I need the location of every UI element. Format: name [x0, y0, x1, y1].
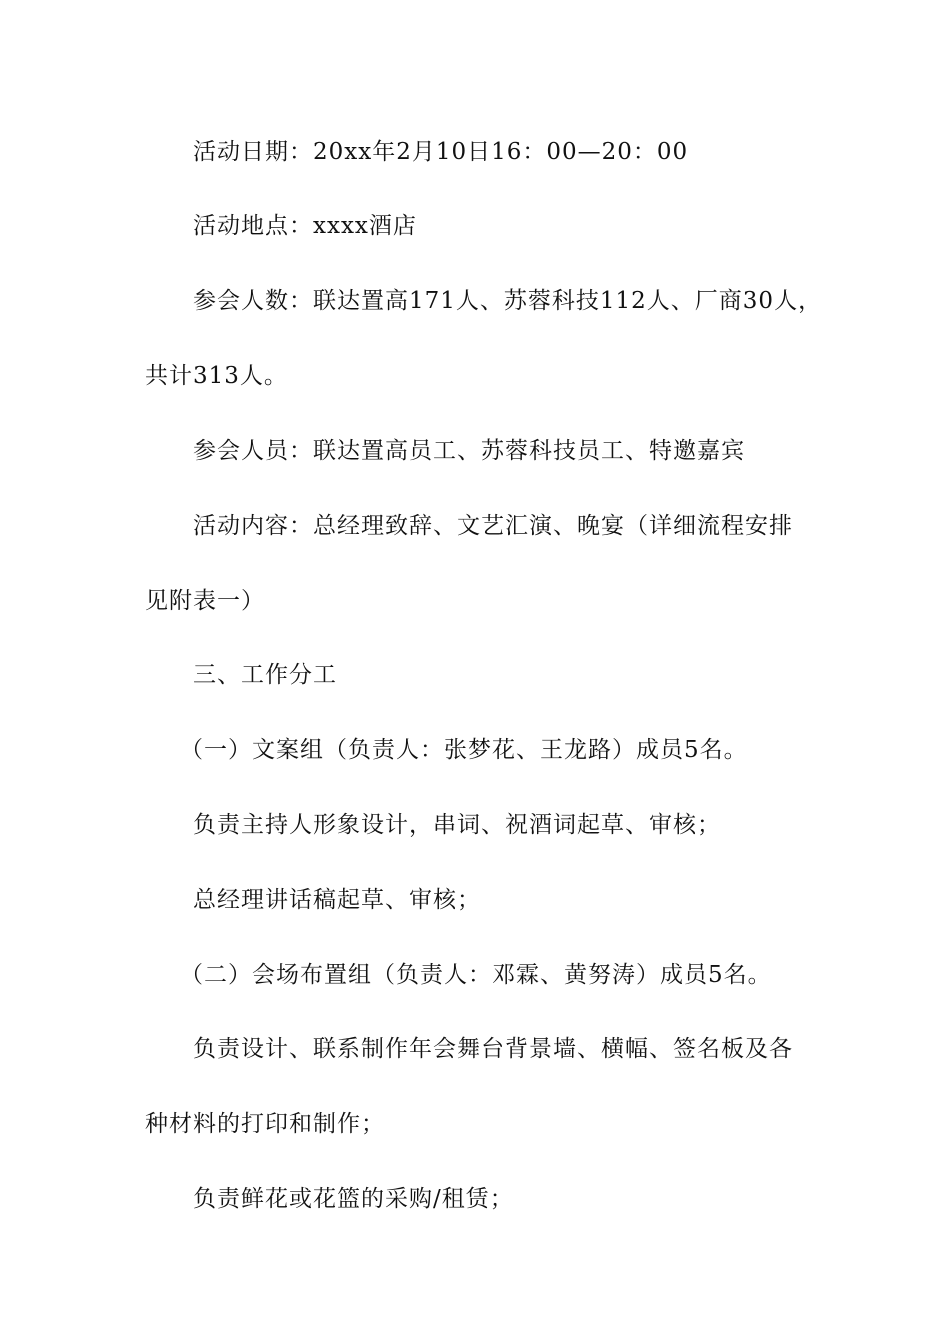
copywriting-duty-line-1: 负责主持人形象设计，串词、祝酒词起草、审核；	[193, 812, 721, 838]
section-heading: 三、工作分工	[193, 662, 337, 688]
venue-setup-duty-line-2: 负责鲜花或花篮的采购/租赁；	[193, 1186, 514, 1212]
event-date-line: 活动日期：20xx年2月10日16：00—20：00	[193, 139, 689, 165]
group-copywriting-heading: （一）文案组（负责人：张梦花、王龙路）成员5名。	[180, 737, 748, 763]
copywriting-duty-line-2: 总经理讲话稿起草、审核；	[193, 887, 481, 913]
venue-setup-duty-line-1: 负责设计、联系制作年会舞台背景墙、横幅、签名板及各	[193, 1036, 793, 1062]
attendee-list-line: 参会人员：联达置高员工、苏蓉科技员工、特邀嘉宾	[193, 438, 745, 464]
venue-setup-duty-line-1-continued: 种材料的打印和制作；	[145, 1111, 385, 1137]
event-content-line: 活动内容：总经理致辞、文艺汇演、晚宴（详细流程安排	[193, 513, 793, 539]
group-venue-setup-heading: （二）会场布置组（负责人：邓霖、黄努涛）成员5名。	[180, 962, 772, 988]
event-content-continued-line: 见附表一）	[145, 588, 265, 614]
attendee-count-continued-line: 共计313人。	[145, 363, 288, 389]
event-venue-line: 活动地点：xxxx酒店	[193, 213, 417, 239]
attendee-count-line: 参会人数：联达置高171人、苏蓉科技112人、厂商30人，	[193, 288, 823, 314]
